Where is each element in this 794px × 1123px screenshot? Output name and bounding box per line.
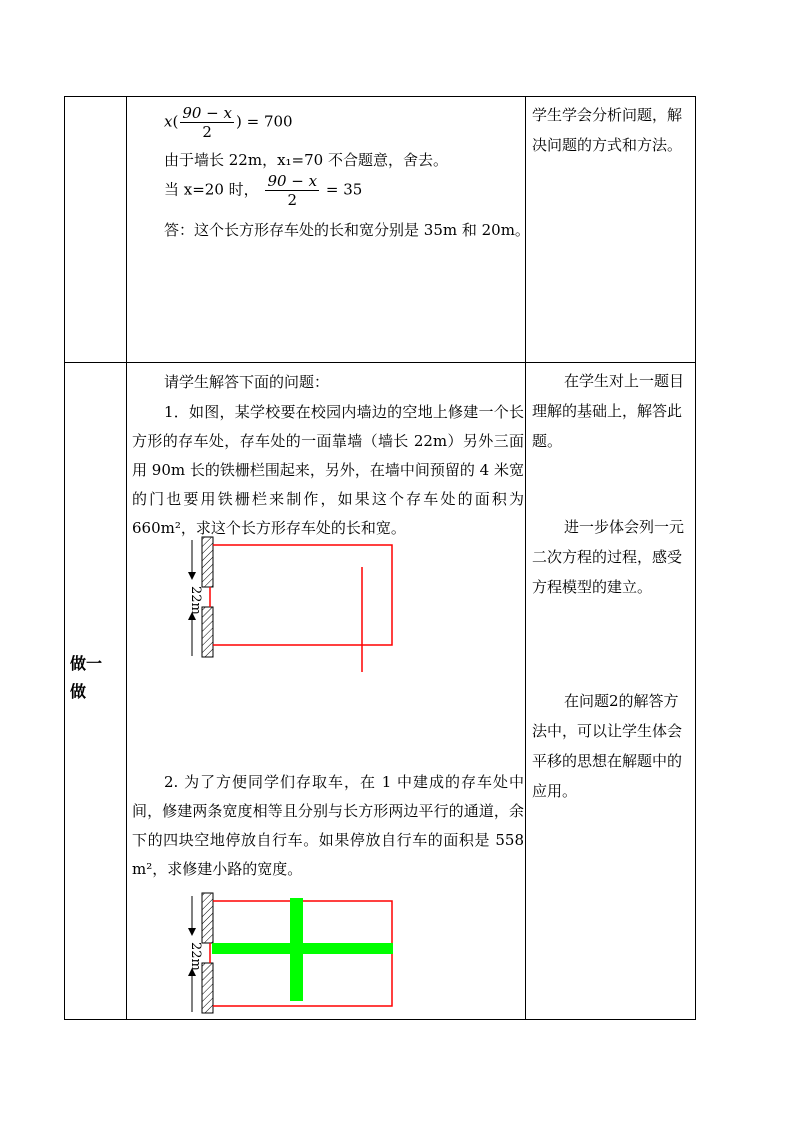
table-border-right	[695, 96, 696, 1020]
wall-length-label-1: 22m	[188, 586, 203, 615]
eq3-rhs: = 35	[325, 180, 363, 199]
table-border-left	[64, 96, 65, 1020]
wall-length-line: 由于墙长 22m，x₁=70 不合题意，舍去。	[164, 151, 448, 169]
figure-2	[172, 890, 412, 1030]
row2-note-3: 在问题2的解答方法中，可以让学生体会平移的思想在解题中的应用。	[532, 692, 683, 800]
wall-segment-top	[202, 537, 213, 587]
row-divider	[64, 362, 696, 363]
fence-outline	[213, 545, 392, 645]
equation-3	[164, 172, 362, 209]
row1-note: 学生学会分析问题，解决问题的方式和方法。	[532, 106, 683, 154]
row2-note-2: 进一步体会列一元二次方程的过程，感受方程模型的建立。	[532, 518, 685, 596]
answer-line: 答：这个长方形存车处的长和宽分别是 35m 和 20m。	[164, 221, 530, 239]
eq1-variable: x	[164, 112, 173, 131]
arrow-down-head-2	[188, 928, 196, 936]
table-border-top	[64, 96, 696, 97]
vertical-road	[290, 898, 303, 1001]
lesson-table	[64, 96, 696, 1020]
section-label: 做一做	[70, 654, 103, 701]
arrow-down-head	[188, 572, 196, 580]
wall-length-label-2: 22m	[188, 942, 203, 971]
figure-1	[172, 534, 412, 674]
eq1-denominator: 2	[202, 123, 212, 141]
problem-2-text: 2. 为了方便同学们存取车，在 1 中建成的存车处中间，修建两条宽度相等且分别与长方形两边平行的通道，余下的四块空地停放自行车。如果停放自行车的面积是 558 m²，求修建小路的宽度。	[132, 773, 524, 878]
eq3-denominator: 2	[287, 191, 298, 209]
column-divider-1	[126, 96, 127, 1020]
row2-note-1: 在学生对上一题目理解的基础上，解答此题。	[532, 372, 685, 450]
problem-1-text: 1．如图，某学校要在校园内墙边的空地上修建一个长方形的存车处，存车处的一面靠墙（墙长 22m）另外三面用 90m 长的铁栅栏围起来，另外，在墙中间预留的 4 米宽的门也要用铁栅栏来制作，如果这个存车处的面积为 660m²，求这个长方形存车处的长和宽。	[132, 403, 524, 537]
wall-segment-top-2	[202, 893, 213, 943]
equation-1: x( $\frac{90 - x}{2}$ ) = 700	[164, 104, 293, 141]
eq3-prefix: 当 x=20 时，	[164, 180, 259, 199]
eq1-numerator: 90 − x	[182, 104, 232, 122]
problems-cell	[132, 366, 524, 1016]
eq3-numerator: 90 − x	[267, 172, 318, 190]
eq1-rhs: = 700	[246, 112, 293, 131]
intro-text: 请学生解答下面的问题：	[164, 373, 330, 391]
